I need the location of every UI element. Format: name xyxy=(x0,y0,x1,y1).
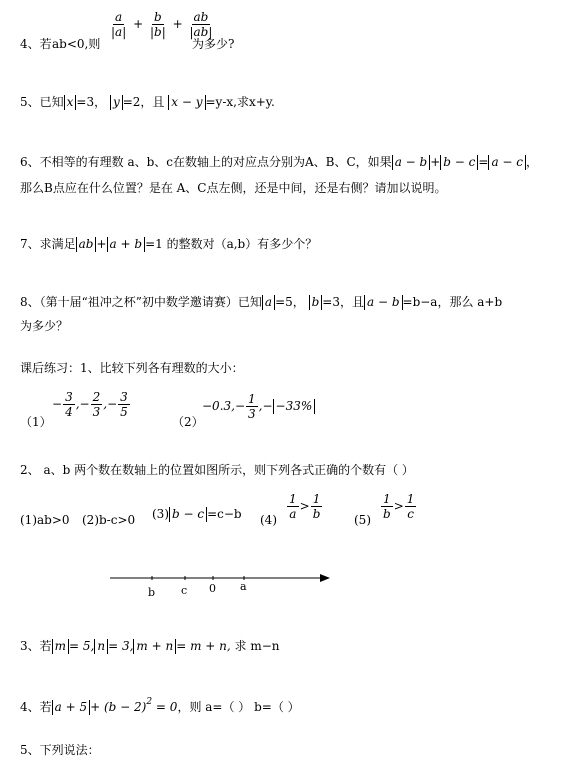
q8-abs-b: b xyxy=(309,295,323,310)
hw-part1-expression xyxy=(52,390,131,419)
q7-abs-ab: ab xyxy=(76,237,97,252)
q4b-line xyxy=(20,694,300,715)
q2-text: 2、 a、b 两个数在数轴上的位置如图所示，则下列各式正确的个数有（ ） xyxy=(20,463,414,477)
q8-eq3: =3，且 xyxy=(322,295,364,309)
q3-number: 3、若 xyxy=(20,639,52,653)
q6-text: 6、不相等的有理数 a、b、c在数轴上的对应点分别为A、B、C，如果 xyxy=(20,155,392,169)
q4-plus: + xyxy=(133,17,144,31)
minus-sign: − xyxy=(52,397,63,411)
gt-sign: > xyxy=(393,499,404,513)
q2-option5-expr xyxy=(380,492,417,521)
q3-abs-n: n xyxy=(94,639,108,654)
frac-num: 3 xyxy=(120,390,128,404)
q5-abs-xy: x − y xyxy=(168,95,205,110)
q4b-eq0: = 0 xyxy=(155,700,178,714)
q5b-line: 5、下列说法： xyxy=(20,743,100,757)
q4-frac-ab-num: ab xyxy=(193,10,209,24)
q6-line1 xyxy=(20,154,538,170)
q2-option3 xyxy=(152,506,242,522)
q3-e3: = m + n, xyxy=(176,639,231,653)
q7-number: 7、求满足 xyxy=(20,237,76,251)
q4-condition: ab<0,则 xyxy=(52,37,101,51)
q5-eq2: =2，且 xyxy=(122,95,165,109)
q3-abs-mn: m + n xyxy=(133,639,176,654)
q7-plus: + xyxy=(96,237,107,251)
q7-line xyxy=(20,236,317,252)
q8-rest: =b−a，那么 a+b xyxy=(402,295,503,309)
q4-frac-a-num: a xyxy=(115,10,123,24)
q5-abs-y: y xyxy=(110,95,123,110)
q6-end: ， xyxy=(526,155,539,169)
q6-abs-ac: a − c xyxy=(488,155,526,170)
q4-frac-ab-den: |ab| xyxy=(189,25,213,39)
q6-plus: + xyxy=(430,155,441,169)
q8-abs-amb: a − b xyxy=(364,295,403,310)
q4-expression xyxy=(108,10,215,39)
q6-line2: 那么B点应在什么位置？是在 A、C点左侧，还是中间，还是右侧？请加以说明。 xyxy=(20,181,447,195)
hw-part2-a: −0.3,− xyxy=(202,399,246,413)
q2-option4-expr xyxy=(286,492,323,521)
q8-line1 xyxy=(20,294,502,310)
frac-1-a xyxy=(287,492,299,521)
q4b-number: 4、若 xyxy=(20,700,52,714)
q4-plus: + xyxy=(172,17,183,31)
comma: , xyxy=(75,397,80,411)
q2-option2: (2)b-c>0 xyxy=(82,513,136,527)
q2-option3-rest: =c−b xyxy=(207,507,242,521)
frac-3-5 xyxy=(118,390,130,419)
q3-e2: = 3, xyxy=(108,639,134,653)
q4-frac-b-num: b xyxy=(154,10,162,24)
frac-num: 1 xyxy=(406,492,415,506)
frac-1-b xyxy=(381,492,393,521)
frac-den: b xyxy=(312,507,321,521)
q5-rest: =y-x,求x+y. xyxy=(205,95,275,109)
number-line-diagram xyxy=(0,566,564,606)
q3-line xyxy=(20,638,280,654)
hw-part2-b: ,− xyxy=(258,399,273,413)
frac-den: 3 xyxy=(248,407,256,421)
gt-sign: > xyxy=(299,499,310,513)
q4-number: 4、若 xyxy=(20,37,52,51)
q4b-abs: a + 5 xyxy=(52,700,90,715)
q7-rest: =1 的整数对（a,b）有多少个？ xyxy=(145,237,318,251)
frac-den: 5 xyxy=(120,405,128,419)
q2-option3-abs: b − c xyxy=(169,507,207,522)
q8-text: 8、（第十届“祖冲之杯”初中数学邀请赛）已知 xyxy=(20,295,262,309)
q4-frac-a xyxy=(109,10,128,39)
q4b-ask: ，则 a=（ ） b=（ ） xyxy=(177,700,300,714)
q4-frac-ab xyxy=(187,10,214,39)
homework-title: 课后练习：1、比较下列各有理数的大小： xyxy=(20,361,244,375)
frac-den: c xyxy=(407,507,414,521)
frac-den: b xyxy=(383,507,391,521)
q8-abs-a: a xyxy=(262,295,275,310)
frac-1-b xyxy=(311,492,323,521)
frac-num: 1 xyxy=(312,492,321,506)
q8-line2: 为多少？ xyxy=(20,319,69,333)
q4b-square: 2 xyxy=(146,697,153,707)
number-line-arrow xyxy=(320,574,330,582)
q3-ask: 求 m−n xyxy=(234,639,280,653)
q3-e1: = 5, xyxy=(69,639,95,653)
q6-abs-ab: a − b xyxy=(392,155,431,170)
label-b: b xyxy=(148,586,156,599)
q2-option1: (1)ab>0 xyxy=(20,513,70,527)
q5-number: 5、已知 xyxy=(20,95,64,109)
q4b-plus: + (b − 2) xyxy=(90,700,147,714)
q5-line xyxy=(20,94,275,110)
frac-2-3 xyxy=(91,390,103,419)
frac-num: 1 xyxy=(289,492,297,506)
frac-den: a xyxy=(289,507,297,521)
minus-sign: − xyxy=(79,397,90,411)
q5-eq3: =3， xyxy=(76,95,107,109)
label-a: a xyxy=(240,580,247,593)
q4-frac-b xyxy=(148,10,168,39)
minus-sign: − xyxy=(107,397,118,411)
q4-frac-b-den: |b| xyxy=(149,25,166,39)
q4-frac-a-den: |a| xyxy=(111,25,127,39)
q6-eq: = xyxy=(478,155,489,169)
frac-3-4 xyxy=(63,390,75,419)
q2-option4-label: (4) xyxy=(260,513,277,527)
q8-eq5: =5， xyxy=(275,295,305,309)
frac-den: 4 xyxy=(65,405,73,419)
q2-option5-label: (5) xyxy=(354,513,371,527)
label-c: c xyxy=(181,584,188,597)
comma: , xyxy=(103,397,108,411)
frac-1-c xyxy=(405,492,417,521)
q3-abs-m: m xyxy=(52,639,69,654)
hw-part2-label: （2） xyxy=(172,415,204,429)
q4-ask: 为多少? xyxy=(192,37,235,51)
label-0: 0 xyxy=(209,582,216,595)
hw-part1-label: （1） xyxy=(20,415,52,429)
hw-part2-expression xyxy=(202,392,315,421)
frac-1-3 xyxy=(246,392,258,421)
q2-option3-label: (3) xyxy=(152,507,169,521)
q5-abs-x: x xyxy=(64,95,77,110)
q6-abs-bc: b − c xyxy=(440,155,478,170)
frac-den: 3 xyxy=(92,405,101,419)
frac-num: 2 xyxy=(92,390,101,404)
q7-abs-apb: a + b xyxy=(107,237,146,252)
frac-num: 3 xyxy=(65,390,73,404)
frac-num: 1 xyxy=(248,392,256,406)
frac-num: 1 xyxy=(383,492,391,506)
hw-part2-abs: −33% xyxy=(273,399,316,414)
